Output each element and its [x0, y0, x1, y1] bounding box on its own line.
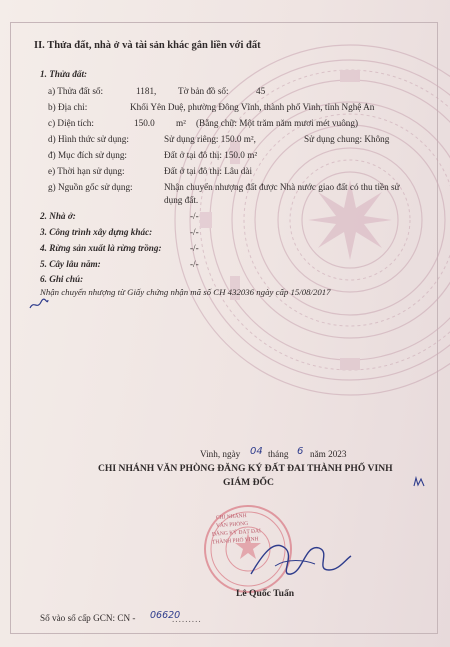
parcel-number-label: a) Thửa đất số:	[48, 86, 104, 96]
perennial-trees-value: -/-	[190, 259, 199, 269]
address-value: Khối Yên Duệ, phường Đông Vĩnh, thành phố Vinh, tỉnh Nghệ An	[130, 102, 375, 112]
forest-value: -/-	[190, 243, 199, 253]
date-month-prefix: tháng	[268, 449, 289, 459]
private-use: Sử dụng riêng: 150.0 m²,	[164, 134, 256, 144]
area-in-words: (Bằng chữ: Một trăm năm mươi mét vuông)	[196, 118, 359, 128]
term-label: e) Thời hạn sử dụng:	[48, 166, 125, 176]
area-unit: m²	[176, 118, 186, 128]
seal-text-2: VĂN PHÒNG	[215, 520, 249, 530]
map-sheet-number: 45	[256, 86, 266, 96]
notes-label: 6. Ghi chú:	[40, 274, 84, 284]
handwritten-mark-icon	[28, 296, 50, 312]
handwritten-signature-icon	[245, 530, 355, 590]
registry-dots: .........	[172, 614, 202, 624]
house-label: 2. Nhà ở:	[40, 211, 76, 221]
purpose-value: Đất ở tại đô thị: 150.0 m²	[164, 150, 258, 160]
forest-label: 4. Rừng sản xuất là rừng trồng:	[40, 243, 162, 253]
registry-label: Số vào sổ cấp GCN: CN -	[40, 613, 136, 623]
signer-title: GIÁM ĐỐC	[223, 477, 274, 488]
date-day: 04	[250, 446, 263, 457]
date-prefix: Vinh, ngày	[200, 449, 241, 459]
seal-text-3: ĐĂNG KÝ ĐẤT ĐAI	[211, 528, 262, 538]
purpose-label: đ) Mục đích sử dụng:	[48, 150, 127, 160]
common-use: Sử dụng chung: Không	[304, 134, 390, 144]
land-heading: 1. Thửa đất:	[40, 69, 88, 79]
use-form-label: d) Hình thức sử dụng:	[48, 134, 129, 144]
house-value: -/-	[190, 211, 199, 221]
other-construction-label: 3. Công trình xây dựng khác:	[40, 227, 153, 237]
issuing-office: CHI NHÁNH VĂN PHÒNG ĐĂNG KÝ ĐẤT ĐAI THÀNH PHỐ VINH	[98, 463, 393, 474]
initials-mark-icon	[412, 476, 426, 488]
perennial-trees-label: 5. Cây lâu năm:	[40, 259, 101, 269]
origin-value-line1: Nhận chuyển nhượng đất được Nhà nước giao đất có thu tiền sử	[164, 182, 400, 192]
term-value: Đất ở tại đô thị: Lâu dài	[164, 166, 253, 176]
map-sheet-label: Tờ bản đồ số:	[178, 86, 229, 96]
date-month: 6	[297, 446, 304, 457]
registry-number: 06620	[150, 610, 181, 621]
area-label: c) Diện tích:	[48, 118, 94, 128]
origin-label: g) Nguồn gốc sử dụng:	[48, 182, 133, 192]
seal-text-1: CHI NHÁNH	[215, 512, 247, 522]
signer-name: Lê Quốc Tuấn	[236, 588, 295, 599]
other-construction-value: -/-	[190, 227, 199, 237]
area-value: 150.0	[134, 118, 155, 128]
address-label: b) Địa chỉ:	[48, 102, 88, 112]
parcel-number: 1181,	[136, 86, 157, 96]
note-text: Nhận chuyển nhượng từ Giấy chứng nhận mã số CH 432036 ngày cấp 15/08/2017	[40, 287, 331, 297]
date-year: năm 2023	[310, 449, 347, 459]
seal-text-4: THÀNH PHỐ VINH	[211, 536, 259, 546]
section-title: II. Thửa đất, nhà ở và tài sản khác gắn liền với đất	[34, 40, 261, 51]
origin-value-line2: dụng đất.	[164, 195, 199, 205]
